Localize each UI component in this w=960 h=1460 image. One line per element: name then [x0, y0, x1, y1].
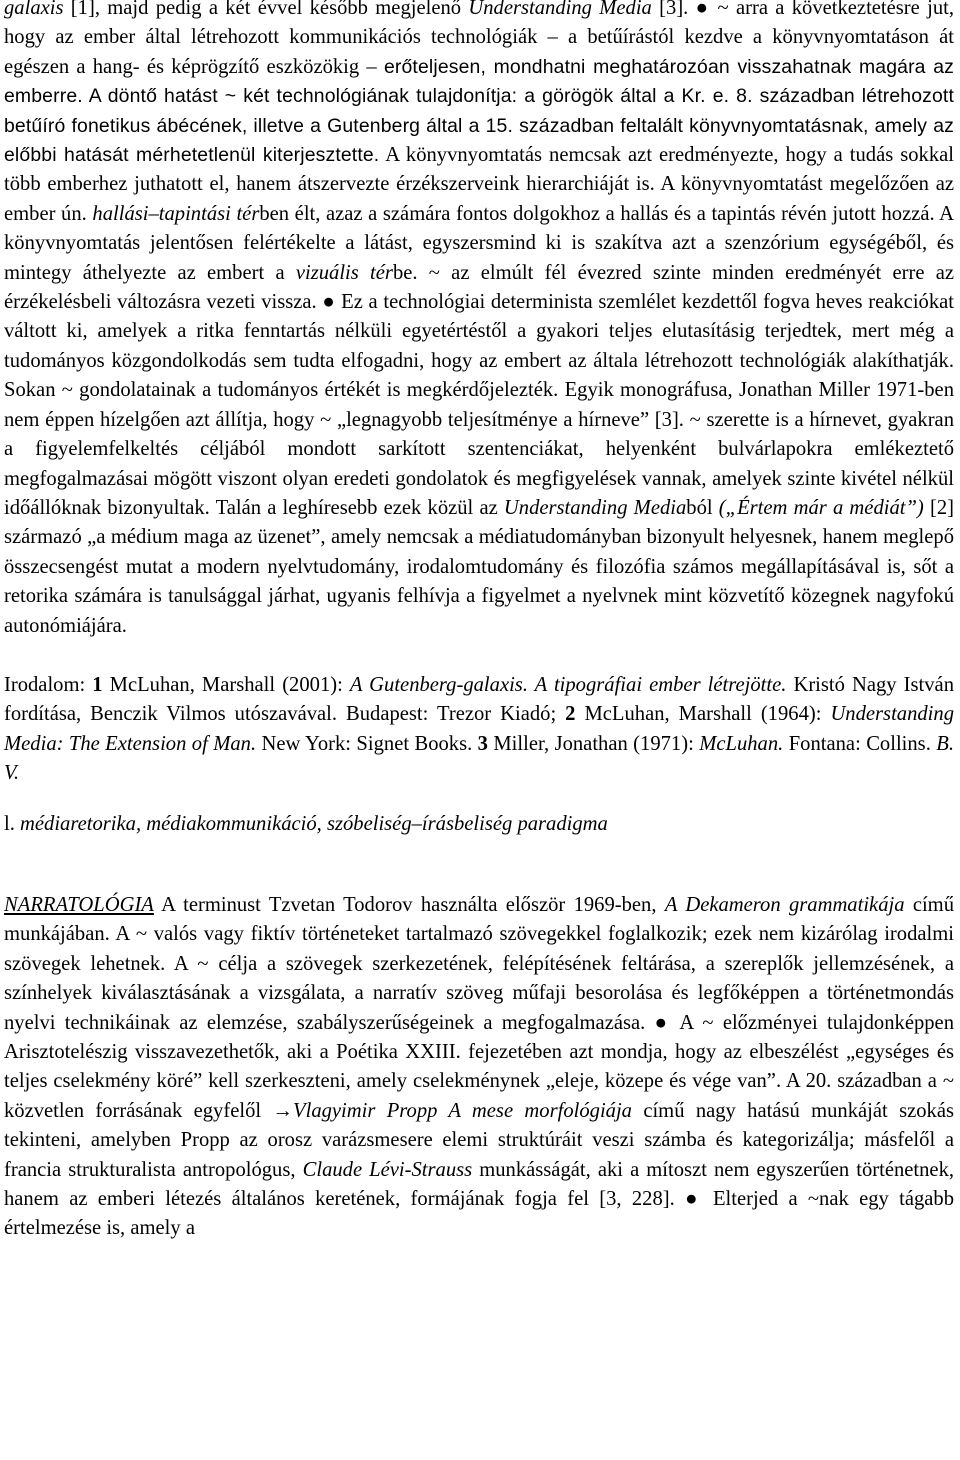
- body-text: című nagy hatású munkáját szokás tekinteni, amelyben Propp az orosz varázsmesere elemi struktúráit veszi számba és kategorizálja; másfelől a francia strukturalista antropológus,: [4, 1099, 954, 1181]
- body-text: A könyvnyomtatás nemcsak azt eredményezte, hogy a tudás sokkal több emberhez juthatott el, hanem átszervezte érzékszerveink hierarchiáját is. A könyvnyomtatást megelőzően az ember ún.: [4, 144, 954, 225]
- body-text: be. ~ az elmúlt fél évezred szinte minden eredményét erre az érzékelésbeli változásra vezeti vissza. ● Ez a technológiai determinista szemlélet kezdettől fogva heves reakciókat váltott ki, amelyek a ritka fenntartás nélküli egyetértéstől a gyakori teljes elutasításig terjedtek, mert még a tudományos közgondolkodás sem tudta elfogadni, hogy az embert az általa létrehozott technológiák alakíthatják. Sokan ~ gondolatainak a tudományos értékét is megkérdőjelezték. Egyik monográfusa, Jonathan Miller 1971-ben nem éppen hízelgően azt állítja, hogy ~ „legnagyobb teljesítménye a hírneve” [3]. ~ szerette is a hírnevet, gyakran a figyelemfelkeltés céljából mondott sarkított szentenciákat, helyenként bulvárlapokra emlékeztető megfogalmazásai mögött viszont olyan eredeti gondolatok és megfigyelések vannak, amelyek szinte kivétel nélkül időállóknak bizonyultak. Talán a leghíresebb ezek közül az: [4, 261, 955, 519]
- italic-title: galaxis: [4, 0, 64, 19]
- body-text: ben élt, azaz a számára fontos dolgokhoz a hallás és a tapintás révén jutott hozzá. A könyvnyomtatás jelentősen felértékelte a látást, egyszersmind ki is szakítva azt a szenzórium egységéből, és mintegy áthelyezte az embert a: [4, 202, 954, 284]
- italic-title: („Értem már a médiát”): [718, 496, 924, 519]
- body-text-sans: erőteljesen, mondhatni meghatározóan visszahatnak magára az emberre. A döntő hatást ~ két technológiának tulajdonítja: a görögök által a Kr. e. 8. században létrehozott betűíró fonetikus ábécének, illetve a Gutenberg által a 15. században feltalált könyvnyomtatásnak, amely az előbbi hatását mérhetetlenül kiterjesztette.: [4, 55, 954, 167]
- reference-text: McLuhan, Marshall (1964):: [575, 703, 831, 726]
- italic-name: Claude Lévi-Strauss: [302, 1158, 473, 1181]
- entry-headword: NARRATOLÓGIA: [4, 893, 154, 916]
- reference-title: Understanding Media: The Extension of Man.: [4, 703, 954, 755]
- references-label: Irodalom:: [4, 673, 93, 696]
- see-also: [4, 810, 954, 839]
- reference-text: New York: Signet Books.: [256, 732, 478, 755]
- body-text: című munkájában. A ~ valós vagy fiktív történeteket tartalmazó szövegekkel foglalkozik; ezek nem kizárólag irodalmi szövegek lehetnek. A ~ célja a szövegek szerkezetének, felépítésének feltárása, a szereplők jellemzésének, a színhelyek kiválasztásának a vizsgálata, a narratív szöveg műfaji besorolása és legfőképpen a történetmondás nyelvi technikáinak az elemzése, szabályszerűségeinek a megfogalmazása. ● A ~ előzményei tulajdonképpen Arisztotelészig visszavezethetők, aki a Poétika XXIII. fejezetében azt mondja, hogy az elbeszélést „egységes és teljes cselekmény köré” kell szerkeszteni, amely cselekménynek „eleje, közepe és vége van”. A 20. században a ~ közvetlen forrásának egyfelől: [4, 893, 955, 1122]
- reference-text: Kristó Nagy István fordítása, Benczik Vilmos utószavával. Budapest: Trezor Kiadó;: [4, 673, 954, 726]
- author-initials: B. V.: [4, 732, 954, 785]
- page: [4, 0, 954, 1244]
- reference-number: 1: [92, 673, 103, 696]
- italic-term: vizuális tér: [295, 261, 393, 284]
- italic-title: Understanding Media: [468, 0, 652, 19]
- article-narratologia: [4, 891, 954, 1244]
- italic-term: hallási–tapintási tér: [92, 202, 260, 225]
- spacer: [4, 641, 954, 671]
- reference-text: McLuhan, Marshall (2001):: [102, 673, 350, 696]
- body-text: munkásságát, aki a mítoszt nem egyszerűen történetnek, hanem az emberi létezés általános keretének, formájának fogja fel [3, 228]. ● Elterjed a ~nak egy tágabb értelmezése is, amely a: [4, 1158, 955, 1240]
- see-also-prefix: l.: [4, 812, 21, 835]
- spacer: [4, 839, 954, 891]
- reference-text: Miller, Jonathan (1971):: [487, 732, 700, 755]
- see-also-links: médiaretorika, médiakommunikáció, szóbeliség–írásbeliség paradigma: [20, 812, 608, 835]
- body-text: A terminust Tzvetan Todorov használta először 1969-ben,: [153, 893, 665, 916]
- body-text: [1], majd pedig a két évvel később megjelenő: [63, 0, 469, 19]
- italic-title: A Dekameron grammatikája: [664, 893, 905, 916]
- reference-title: A Gutenberg-galaxis. A tipográfiai ember létrejötte.: [349, 673, 787, 696]
- body-text: [3]. ● ~ arra a következtetésre jut, hogy az ember által létrehozott kommunikációs technológiák – a betűírástól kezdve a könyvnyomtatáson át egészen a hang- és képrögzítő eszközökig –: [4, 0, 954, 78]
- reference-number: 2: [565, 703, 576, 726]
- reference-number: 3: [477, 732, 488, 755]
- reference-text: Fontana: Collins.: [783, 732, 937, 755]
- body-text: ból: [686, 496, 719, 519]
- references: [4, 671, 954, 789]
- reference-title: McLuhan.: [699, 732, 784, 755]
- italic-title: Understanding Media: [503, 496, 687, 519]
- body-text: [2] származó „a médium maga az üzenet”, amely nemcsak a médiatudományban bizonyult helyesnek, hanem meglepő összecsengést mutat a modern nyelvtudomány, irodalomtudomány és filozófia számos megállapításával is, sőt a retorika számára is tanulsággal járhat, ugyanis felhívja a figyelmet a nyelvnek mint közvetítő közegnek nagyfokú autonómiájára.: [4, 496, 954, 637]
- cross-reference: →Vlagyimir Propp A mese morfológiája: [272, 1099, 632, 1122]
- article-mcluhan-continuation: [4, 0, 954, 641]
- spacer: [4, 789, 954, 810]
